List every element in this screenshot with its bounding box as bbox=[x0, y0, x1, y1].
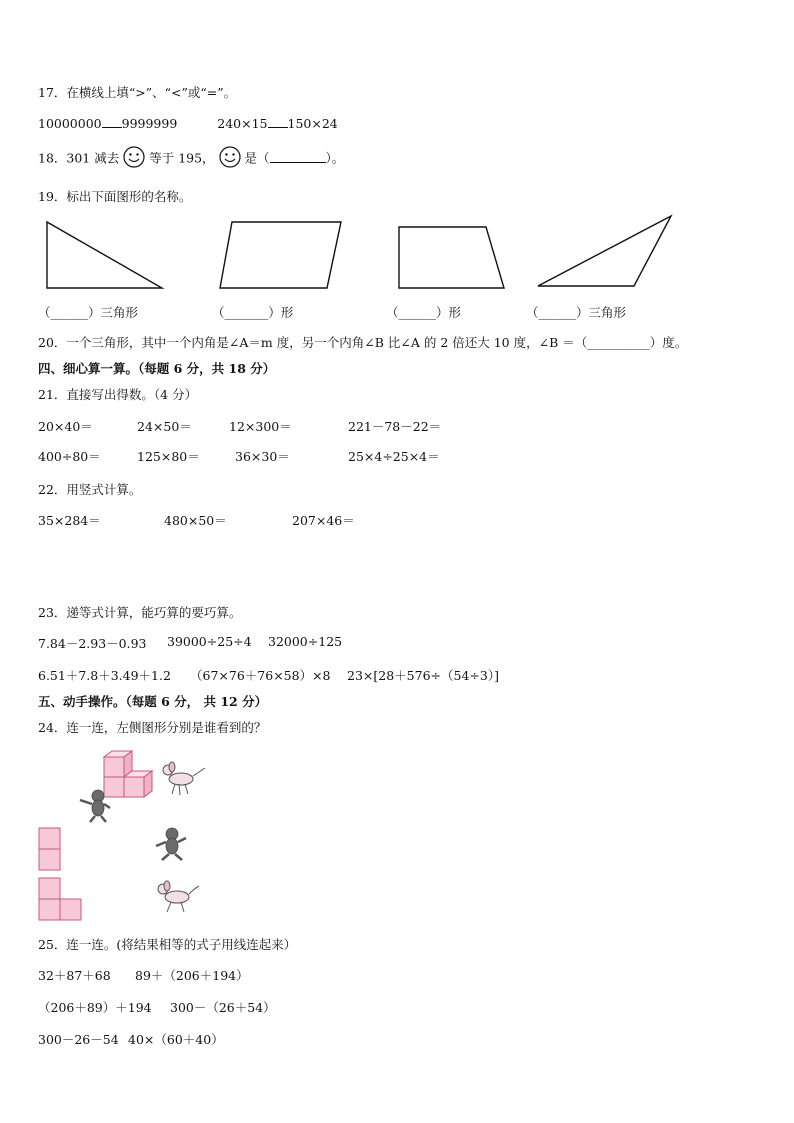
q20-text: 20．一个三角形，其中一个内角是∠A＝m 度，另一个内角∠B 比∠A 的 2 倍还大 10 度，∠B ＝（__________）度。 bbox=[38, 335, 688, 350]
q19-prompt: 19．标出下面图形的名称。 bbox=[38, 189, 192, 204]
q21-r1-c3: 12×300＝ bbox=[229, 419, 292, 434]
cube-stack-illustration bbox=[104, 751, 152, 797]
q22-item-3: 207×46＝ bbox=[292, 513, 355, 528]
q23-r1-c3: 32000÷125 bbox=[268, 634, 343, 649]
q18-part4: ）。 bbox=[325, 150, 345, 166]
q17-prompt: 17．在横线上填“>”、“<”或“=”。 bbox=[38, 85, 237, 100]
q21-r2-c1: 400÷80＝ bbox=[38, 449, 101, 464]
monkey-icon bbox=[156, 828, 186, 860]
section-4-title: 四、细心算一算。（每题 6 分，共 18 分） bbox=[38, 361, 276, 376]
q23-r1-c1: 7.84－2.93－0.93 bbox=[38, 636, 147, 651]
section-5-title: 五、动手操作。（每题 6 分， 共 12 分） bbox=[38, 694, 268, 709]
view-vertical-two-squares bbox=[39, 828, 60, 870]
q23-r2-c3: 23×[28＋576÷（54÷3）] bbox=[347, 668, 499, 683]
q22-item-2: 480×50＝ bbox=[164, 513, 227, 528]
q23-r2-c1: 6.51＋7.8＋3.49＋1.2 bbox=[38, 668, 171, 683]
q23-r2-c2: （67×76＋76×58）×8 bbox=[190, 668, 331, 683]
q19-label-3: （______）形 bbox=[386, 305, 462, 320]
q18-part2: 等于 195， bbox=[149, 150, 215, 166]
dog-icon bbox=[163, 762, 205, 795]
q25-prompt: 25．连一连。(将结果相等的式子用线连起来） bbox=[38, 937, 297, 952]
q25-r2-right[interactable]: 300－（26＋54） bbox=[170, 1000, 276, 1015]
q19-label-2: （_______）形 bbox=[212, 305, 294, 320]
q18-part1: 18．301 减去 bbox=[38, 150, 120, 166]
view-l-shape-squares bbox=[39, 878, 81, 920]
q17-left-a: 10000000 bbox=[38, 116, 102, 131]
q25-r3-right[interactable]: 40×（60＋40） bbox=[128, 1032, 224, 1047]
q22-prompt: 22．用竖式计算。 bbox=[38, 482, 142, 497]
q18-part3: 是（ bbox=[244, 150, 270, 166]
q21-prompt: 21．直接写出得数。（4 分） bbox=[38, 387, 198, 402]
q17-right-a: 9999999 bbox=[121, 116, 178, 131]
q25-r1-right[interactable]: 89＋（206＋194） bbox=[135, 968, 249, 983]
q21-r1-c1: 20×40＝ bbox=[38, 419, 93, 434]
q23-r1-c2: 39000÷25÷4 bbox=[167, 634, 252, 649]
q25-r1-left[interactable]: 32＋87＋68 bbox=[38, 968, 111, 983]
q21-r1-c4: 221－78－22＝ bbox=[348, 419, 442, 434]
q25-r2-left[interactable]: （206＋89）＋194 bbox=[38, 1000, 152, 1015]
q19-label-1: （______）三角形 bbox=[38, 305, 139, 320]
q24-prompt: 24．连一连，左侧图形分别是谁看到的？ bbox=[38, 720, 267, 735]
q17-right-b: 150×24 bbox=[287, 116, 338, 131]
q19-label-4: （______）三角形 bbox=[526, 305, 627, 320]
dog-icon bbox=[158, 881, 199, 912]
q21-r2-c2: 125×80＝ bbox=[137, 449, 200, 464]
q22-item-1: 35×284＝ bbox=[38, 513, 101, 528]
q21-r2-c3: 36×30＝ bbox=[235, 449, 290, 464]
q21-r2-c4: 25×4÷25×4＝ bbox=[348, 449, 440, 464]
q23-prompt: 23．递等式计算，能巧算的要巧算。 bbox=[38, 605, 242, 620]
q21-r1-c2: 24×50＝ bbox=[137, 419, 192, 434]
q17-left-b: 240×15 bbox=[217, 116, 268, 131]
q25-r3-left[interactable]: 300－26－54 bbox=[38, 1032, 119, 1047]
